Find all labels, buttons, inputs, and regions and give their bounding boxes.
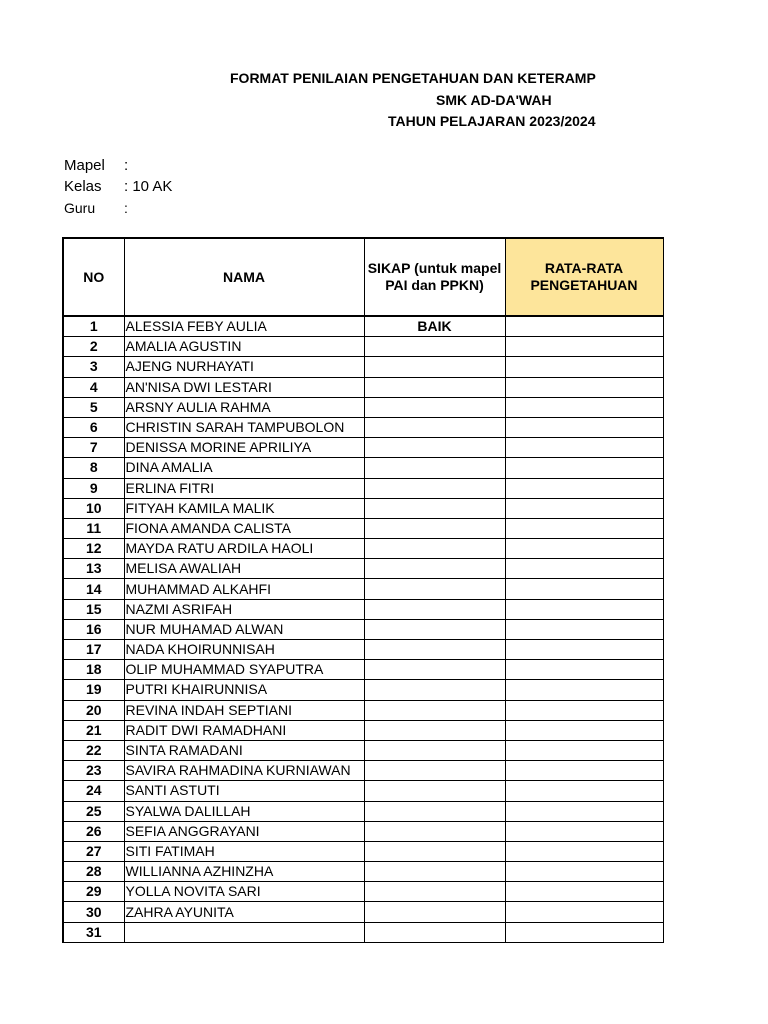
cell-rata-rata[interactable] (505, 357, 663, 377)
cell-nama[interactable]: MELISA AWALIAH (124, 559, 364, 579)
table-row (63, 801, 663, 821)
cell-nama[interactable]: DENISSA MORINE APRILIYA (124, 438, 364, 458)
cell-rata-rata[interactable] (505, 740, 663, 760)
table-row (63, 700, 663, 720)
cell-rata-rata[interactable] (505, 377, 663, 397)
cell-no[interactable]: 3 (63, 357, 124, 377)
cell-sikap[interactable] (364, 518, 505, 538)
cell-rata-rata[interactable] (505, 498, 663, 518)
cell-nama[interactable]: DINA AMALIA (124, 458, 364, 478)
cell-rata-rata[interactable] (505, 458, 663, 478)
cell-rata-rata[interactable] (505, 579, 663, 599)
table-row (63, 458, 663, 478)
cell-sikap[interactable] (364, 337, 505, 357)
table-row (63, 337, 663, 357)
table-row (63, 740, 663, 760)
cell-sikap[interactable] (364, 397, 505, 417)
cell-nama[interactable] (124, 922, 364, 942)
cell-rata-rata[interactable] (505, 922, 663, 942)
table-row (63, 841, 663, 861)
kelas-value: : 10 AK (124, 178, 173, 195)
cell-no[interactable]: 17 (63, 640, 124, 660)
cell-nama[interactable]: AMALIA AGUSTIN (124, 337, 364, 357)
kelas-label: Kelas (64, 178, 102, 195)
cell-no[interactable]: 31 (63, 922, 124, 942)
column-header-sikap: SIKAP (untuk mapel PAI dan PPKN) (364, 238, 505, 316)
cell-no[interactable]: 14 (63, 579, 124, 599)
table-row (63, 438, 663, 458)
table-row (63, 498, 663, 518)
cell-rata-rata[interactable] (505, 720, 663, 740)
table-row (63, 619, 663, 639)
table-row (63, 761, 663, 781)
cell-sikap[interactable] (364, 619, 505, 639)
cell-rata-rata[interactable] (505, 862, 663, 882)
table-row (63, 862, 663, 882)
cell-sikap[interactable] (364, 640, 505, 660)
meta-mapel (64, 157, 128, 175)
cell-rata-rata[interactable] (505, 619, 663, 639)
table-row (63, 640, 663, 660)
cell-nama[interactable]: SITI FATIMAH (124, 841, 364, 861)
cell-nama[interactable]: ALESSIA FEBY AULIA (124, 316, 364, 337)
cell-rata-rata[interactable] (505, 821, 663, 841)
cell-sikap[interactable] (364, 922, 505, 942)
cell-sikap[interactable] (364, 498, 505, 518)
table-row (63, 902, 663, 922)
cell-nama[interactable]: MAYDA RATU ARDILA HAOLI (124, 539, 364, 559)
cell-sikap[interactable] (364, 438, 505, 458)
cell-rata-rata[interactable] (505, 417, 663, 437)
cell-sikap[interactable] (364, 660, 505, 680)
cell-sikap[interactable] (364, 599, 505, 619)
table-row (63, 377, 663, 397)
table-header-row (63, 238, 663, 316)
cell-sikap[interactable] (364, 559, 505, 579)
cell-rata-rata[interactable] (505, 478, 663, 498)
cell-no[interactable]: 5 (63, 397, 124, 417)
cell-nama[interactable]: ZAHRA AYUNITA (124, 902, 364, 922)
guru-label: Guru (64, 200, 96, 216)
cell-no[interactable]: 20 (63, 700, 124, 720)
cell-no[interactable]: 6 (63, 417, 124, 437)
cell-nama[interactable]: SINTA RAMADANI (124, 740, 364, 760)
cell-sikap[interactable] (364, 841, 505, 861)
cell-sikap[interactable] (364, 740, 505, 760)
academic-year: TAHUN PELAJARAN 2023/2024 (388, 113, 596, 129)
cell-sikap[interactable] (364, 417, 505, 437)
cell-no[interactable]: 15 (63, 599, 124, 619)
mapel-label: Mapel (64, 157, 105, 174)
cell-no[interactable]: 9 (63, 478, 124, 498)
cell-rata-rata[interactable] (505, 599, 663, 619)
cell-no[interactable]: 4 (63, 377, 124, 397)
table-row (63, 599, 663, 619)
cell-sikap[interactable] (364, 781, 505, 801)
cell-rata-rata[interactable] (505, 337, 663, 357)
cell-no[interactable]: 18 (63, 660, 124, 680)
cell-sikap[interactable] (364, 680, 505, 700)
cell-rata-rata[interactable] (505, 316, 663, 337)
cell-rata-rata[interactable] (505, 518, 663, 538)
cell-no[interactable]: 21 (63, 720, 124, 740)
cell-sikap[interactable] (364, 377, 505, 397)
cell-rata-rata[interactable] (505, 841, 663, 861)
cell-sikap[interactable] (364, 902, 505, 922)
table-row (63, 660, 663, 680)
cell-sikap[interactable] (364, 357, 505, 377)
cell-no[interactable]: 28 (63, 862, 124, 882)
cell-sikap[interactable] (364, 862, 505, 882)
cell-no[interactable]: 12 (63, 539, 124, 559)
cell-no[interactable]: 8 (63, 458, 124, 478)
school-name: SMK AD-DA'WAH (436, 92, 552, 108)
cell-no[interactable]: 25 (63, 801, 124, 821)
cell-nama[interactable]: SANTI ASTUTI (124, 781, 364, 801)
cell-no[interactable]: 1 (63, 316, 124, 337)
cell-nama[interactable]: NUR MUHAMAD ALWAN (124, 619, 364, 639)
column-header-no: NO (63, 238, 124, 316)
table-row (63, 922, 663, 942)
cell-no[interactable]: 22 (63, 740, 124, 760)
table-row (63, 357, 663, 377)
cell-no[interactable]: 23 (63, 761, 124, 781)
cell-nama[interactable]: OLIP MUHAMMAD SYAPUTRA (124, 660, 364, 680)
cell-nama[interactable]: FIONA AMANDA CALISTA (124, 518, 364, 538)
cell-sikap[interactable] (364, 478, 505, 498)
cell-rata-rata[interactable] (505, 902, 663, 922)
cell-rata-rata[interactable] (505, 397, 663, 417)
cell-rata-rata[interactable] (505, 640, 663, 660)
table-body (63, 316, 663, 942)
column-header-nama: NAMA (124, 238, 364, 316)
cell-no[interactable]: 7 (63, 438, 124, 458)
cell-sikap[interactable] (364, 458, 505, 478)
cell-rata-rata[interactable] (505, 660, 663, 680)
meta-kelas (64, 178, 172, 196)
cell-no[interactable]: 26 (63, 821, 124, 841)
column-header-rata-rata: RATA-RATA PENGETAHUAN (505, 238, 663, 316)
document-title: FORMAT PENILAIAN PENGETAHUAN DAN KETERAMP (230, 70, 596, 86)
meta-guru (64, 199, 128, 217)
table-row (63, 417, 663, 437)
cell-no[interactable]: 13 (63, 559, 124, 579)
cell-no[interactable]: 19 (63, 680, 124, 700)
cell-rata-rata[interactable] (505, 680, 663, 700)
table-row (63, 579, 663, 599)
table-row (63, 539, 663, 559)
cell-no[interactable]: 30 (63, 902, 124, 922)
cell-sikap[interactable] (364, 700, 505, 720)
table-row (63, 821, 663, 841)
table-row (63, 518, 663, 538)
cell-rata-rata[interactable] (505, 539, 663, 559)
grades-table-container (62, 237, 638, 942)
grades-table (62, 237, 664, 943)
cell-nama[interactable]: MUHAMMAD ALKAHFI (124, 579, 364, 599)
table-row (63, 478, 663, 498)
table-row (63, 720, 663, 740)
cell-no[interactable]: 16 (63, 619, 124, 639)
cell-nama[interactable]: CHRISTIN SARAH TAMPUBOLON (124, 417, 364, 437)
cell-rata-rata[interactable] (505, 700, 663, 720)
table-row (63, 559, 663, 579)
cell-rata-rata[interactable] (505, 559, 663, 579)
cell-nama[interactable]: FITYAH KAMILA MALIK (124, 498, 364, 518)
cell-nama[interactable]: SYALWA DALILLAH (124, 801, 364, 821)
cell-sikap[interactable] (364, 821, 505, 841)
cell-nama[interactable]: AN'NISA DWI LESTARI (124, 377, 364, 397)
cell-rata-rata[interactable] (505, 438, 663, 458)
cell-nama[interactable]: REVINA INDAH SEPTIANI (124, 700, 364, 720)
table-row (63, 680, 663, 700)
cell-no[interactable]: 29 (63, 882, 124, 902)
cell-no[interactable]: 11 (63, 518, 124, 538)
cell-no[interactable]: 24 (63, 781, 124, 801)
cell-nama[interactable]: PUTRI KHAIRUNNISA (124, 680, 364, 700)
cell-sikap[interactable] (364, 801, 505, 821)
table-row (63, 397, 663, 417)
cell-nama[interactable]: SEFIA ANGGRAYANI (124, 821, 364, 841)
cell-nama[interactable]: AJENG NURHAYATI (124, 357, 364, 377)
cell-nama[interactable]: NAZMI ASRIFAH (124, 599, 364, 619)
cell-sikap[interactable] (364, 882, 505, 902)
cell-sikap[interactable] (364, 539, 505, 559)
cell-no[interactable]: 27 (63, 841, 124, 861)
table-row (63, 316, 663, 337)
cell-nama[interactable]: NADA KHOIRUNNISAH (124, 640, 364, 660)
cell-no[interactable]: 2 (63, 337, 124, 357)
cell-nama[interactable]: YOLLA NOVITA SARI (124, 882, 364, 902)
cell-sikap[interactable] (364, 720, 505, 740)
cell-rata-rata[interactable] (505, 801, 663, 821)
mapel-value: : (124, 157, 129, 174)
cell-nama[interactable]: ARSNY AULIA RAHMA (124, 397, 364, 417)
cell-rata-rata[interactable] (505, 781, 663, 801)
cell-no[interactable]: 10 (63, 498, 124, 518)
cell-rata-rata[interactable] (505, 882, 663, 902)
cell-rata-rata[interactable] (505, 761, 663, 781)
table-row (63, 781, 663, 801)
table-row (63, 882, 663, 902)
cell-sikap[interactable]: BAIK (364, 316, 505, 337)
cell-nama[interactable]: WILLIANNA AZHINZHA (124, 862, 364, 882)
cell-nama[interactable]: RADIT DWI RAMADHANI (124, 720, 364, 740)
cell-nama[interactable]: SAVIRA RAHMADINA KURNIAWAN (124, 761, 364, 781)
guru-value: : (124, 200, 128, 216)
cell-nama[interactable]: ERLINA FITRI (124, 478, 364, 498)
cell-sikap[interactable] (364, 761, 505, 781)
cell-sikap[interactable] (364, 579, 505, 599)
